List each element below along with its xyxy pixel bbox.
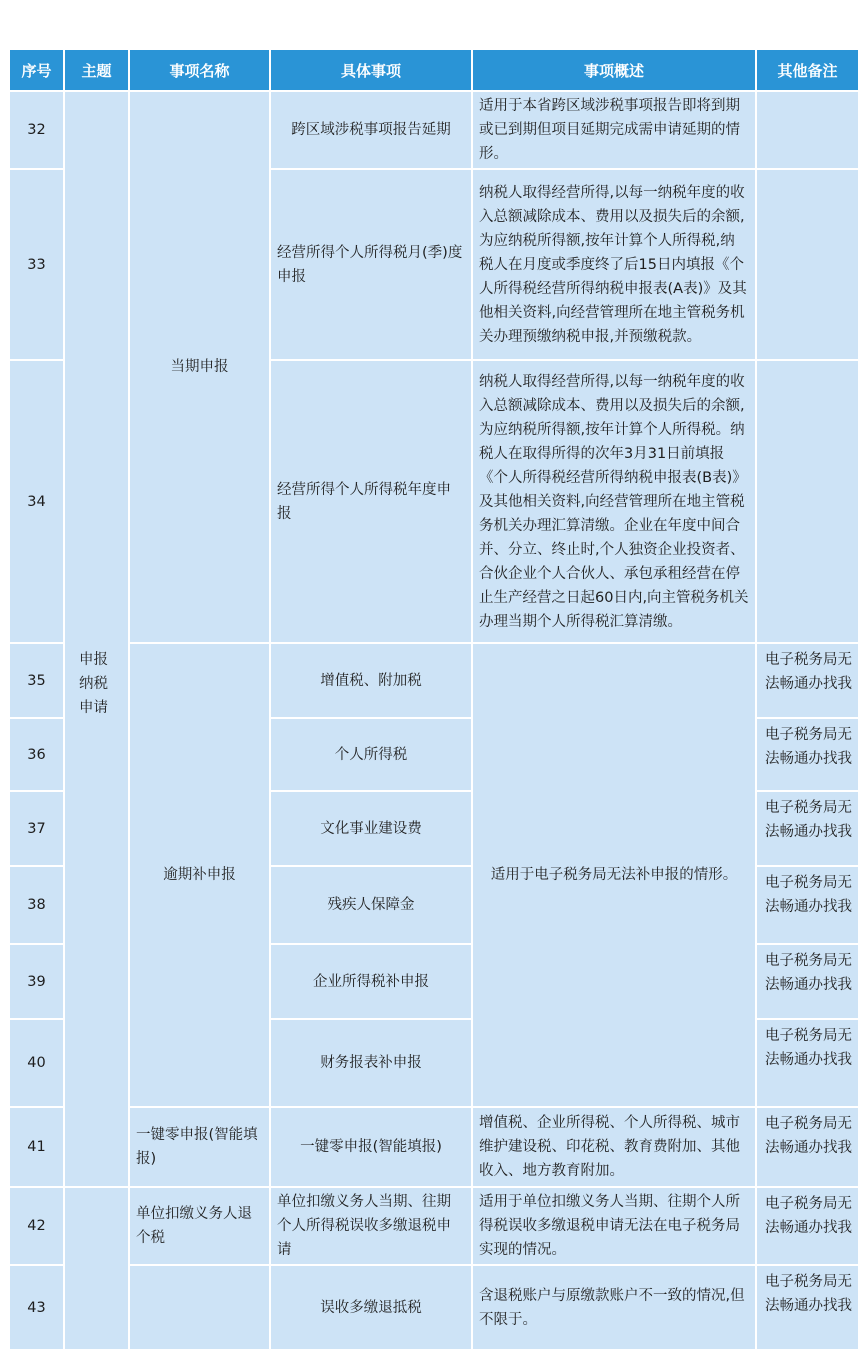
- header-specific-item: 具体事项: [270, 49, 472, 91]
- item-description: 适用于单位扣缴义务人当期、往期个人所得税误收多缴退税申请无法在电子税务局实现的情况。: [472, 1187, 756, 1265]
- row-no: 38: [9, 866, 64, 944]
- item-description: 适用于电子税务局无法补申报的情形。: [472, 643, 756, 1107]
- item-note: 电子税务局无法畅通办找我: [756, 944, 859, 1019]
- row-no: 37: [9, 791, 64, 866]
- row-no: 32: [9, 91, 64, 169]
- group-cell: 一键零申报(智能填报): [129, 1107, 270, 1187]
- header-topic: 主题: [64, 49, 129, 91]
- item-note: 电子税务局无法畅通办找我: [756, 866, 859, 944]
- header-description: 事项概述: [472, 49, 756, 91]
- specific-item: 个人所得税: [270, 718, 472, 791]
- group-cell: 逾期补申报: [129, 643, 270, 1107]
- row-no: 39: [9, 944, 64, 1019]
- row-no: 42: [9, 1187, 64, 1265]
- specific-item: 一键零申报(智能填报): [270, 1107, 472, 1187]
- specific-item: 增值税、附加税: [270, 643, 472, 718]
- item-note: [756, 360, 859, 643]
- item-description: 纳税人取得经营所得,以每一纳税年度的收入总额减除成本、费用以及损失后的余额,为应纳税所得额,按年计算个人所得税,纳税人在月度或季度终了后15日内填报《个人所得税经营所得纳税申报表(A表)》及其他相关资料,向经营管理所在地主管税务机关办理预缴纳税申报,并预缴税款。: [472, 169, 756, 360]
- table-row: [9, 643, 859, 718]
- group-cell: 单位扣缴义务人退个税: [129, 1187, 270, 1265]
- table-row: [9, 1187, 859, 1265]
- table-row: [9, 1107, 859, 1187]
- specific-item: 跨区域涉税事项报告延期: [270, 91, 472, 169]
- header-no: 序号: [9, 49, 64, 91]
- specific-item: 经营所得个人所得税年度申报: [270, 360, 472, 643]
- item-note: [756, 169, 859, 360]
- group-cell-empty: [129, 1265, 270, 1350]
- specific-item: 企业所得税补申报: [270, 944, 472, 1019]
- item-note: 电子税务局无法畅通办找我: [756, 718, 859, 791]
- row-no: 35: [9, 643, 64, 718]
- row-no: 40: [9, 1019, 64, 1107]
- specific-item: 文化事业建设费: [270, 791, 472, 866]
- specific-item: 经营所得个人所得税月(季)度申报: [270, 169, 472, 360]
- group-cell: 当期申报: [129, 91, 270, 643]
- item-note: [756, 91, 859, 169]
- row-no: 36: [9, 718, 64, 791]
- topic-label: 申报纳税申请: [79, 652, 108, 716]
- item-description: 含退税账户与原缴款账户不一致的情况,但不限于。: [472, 1265, 756, 1350]
- specific-item: 残疾人保障金: [270, 866, 472, 944]
- specific-item: 单位扣缴义务人当期、往期个人所得税误收多缴退税申请: [270, 1187, 472, 1265]
- specific-item: 财务报表补申报: [270, 1019, 472, 1107]
- item-note: 电子税务局无法畅通办找我: [756, 1187, 859, 1265]
- item-note: 电子税务局无法畅通办找我: [756, 643, 859, 718]
- row-no: 34: [9, 360, 64, 643]
- row-no: 41: [9, 1107, 64, 1187]
- table-header-row: [9, 49, 859, 91]
- row-no: 33: [9, 169, 64, 360]
- table-row: [9, 1265, 859, 1350]
- item-note: 电子税务局无法畅通办找我: [756, 1019, 859, 1107]
- tax-items-table: [8, 48, 860, 1351]
- item-description: 纳税人取得经营所得,以每一纳税年度的收入总额减除成本、费用以及损失后的余额,为应纳税所得额,按年计算个人所得税。纳税人在取得所得的次年3月31日前填报《个人所得税经营所得纳税申报表(B表)》及其他相关资料,向经营管理所在地主管税务机关办理汇算清缴。企业在年度中间合并、分立、终止时,个人独资企业投资者、合伙企业个人合伙人、承包承租经营在停止生产经营之日起60日内,向主管税务机关办理当期个人所得税汇算清缴。: [472, 360, 756, 643]
- topic-cell: [64, 91, 129, 1187]
- topic-cell-empty: [64, 1187, 129, 1350]
- specific-item: 误收多缴退抵税: [270, 1265, 472, 1350]
- item-description: 适用于本省跨区域涉税事项报告即将到期或已到期但项目延期完成需申请延期的情形。: [472, 91, 756, 169]
- header-notes: 其他备注: [756, 49, 859, 91]
- item-note: 电子税务局无法畅通办找我: [756, 1107, 859, 1187]
- tax-items-table-wrapper: [8, 48, 858, 1351]
- table-row: [9, 91, 859, 169]
- item-note: 电子税务局无法畅通办找我: [756, 791, 859, 866]
- item-description: 增值税、企业所得税、个人所得税、城市维护建设税、印花税、教育费附加、其他收入、地方教育附加。: [472, 1107, 756, 1187]
- item-note: 电子税务局无法畅通办找我: [756, 1265, 859, 1350]
- row-no: 43: [9, 1265, 64, 1350]
- header-item-name: 事项名称: [129, 49, 270, 91]
